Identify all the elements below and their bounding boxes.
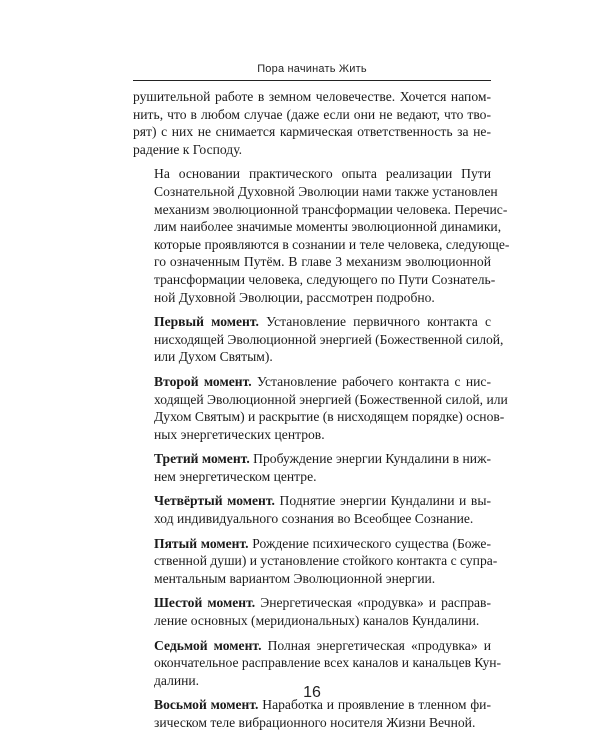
text-line: нем энергетическом центре. bbox=[154, 468, 317, 484]
text-line: механизм эволюционной трансформации человека. Перечис- bbox=[154, 201, 508, 217]
text-line: лим наиболее значимые моменты эволюционной динамики, bbox=[154, 219, 502, 235]
moment-paragraph-6 bbox=[133, 594, 491, 629]
moment-heading: Первый момент. bbox=[154, 314, 259, 330]
text-line: которые проявляются в сознании и теле человека, следующе- bbox=[154, 236, 510, 252]
text-line: ходящей Эволюционной энергией (Божественной силой, или bbox=[154, 391, 508, 407]
moment-heading: Четвёртый момент. bbox=[154, 493, 275, 509]
paragraph-continuation bbox=[133, 88, 491, 158]
text-line: трансформации человека, следующего по Пути Сознатель- bbox=[154, 271, 496, 287]
moment-heading: Восьмой момент. bbox=[154, 697, 259, 713]
moment-paragraph-3 bbox=[133, 450, 491, 485]
text-line bbox=[133, 535, 491, 553]
text-line: Сознательной Духовной Эволюции нами также установлен bbox=[154, 183, 498, 199]
text-line: рят) с них не снимается кармическая ответственность за не- bbox=[133, 124, 491, 140]
text-line: далини. bbox=[154, 672, 200, 688]
text-line bbox=[133, 373, 491, 391]
text-segment: Наработка и проявление в тленном фи- bbox=[262, 697, 491, 713]
text-line bbox=[133, 637, 491, 655]
moment-paragraph-1 bbox=[133, 313, 504, 366]
text-line: нить, что в любом случае (даже если они не ведают, что тво- bbox=[133, 106, 491, 122]
text-line: ход индивидуального сознания во Всеобщее Сознание. bbox=[154, 511, 474, 527]
text-segment: Установление первичного контакта с bbox=[266, 314, 491, 330]
text-line: рушительной работе в земном человечестве. Хочется напом- bbox=[133, 89, 491, 104]
text-line: ных энергетических центров. bbox=[154, 426, 325, 442]
running-head: Пора начинать Жить bbox=[257, 63, 367, 75]
text-segment: Рождение психического существа (Боже- bbox=[252, 535, 491, 551]
moment-heading: Шестой момент. bbox=[154, 595, 256, 611]
text-line bbox=[133, 492, 491, 510]
page-number: 16 bbox=[303, 684, 321, 701]
moment-paragraph-5 bbox=[133, 535, 498, 588]
text-line: нисходящей Эволюционной энергией (Божественной силой, bbox=[154, 331, 504, 347]
text-line: го означенным Путём. В главе 3 механизм эволюционной bbox=[154, 254, 491, 270]
text-line: На основании практического опыта реализации Пути bbox=[154, 166, 491, 182]
moment-paragraph-2 bbox=[133, 373, 508, 443]
moment-heading: Третий момент. bbox=[154, 451, 250, 467]
moment-heading: Пятый момент. bbox=[154, 535, 249, 551]
text-line: окончательное расправление всех каналов и канальцев Кун- bbox=[154, 655, 502, 671]
text-line: ление основных (меридиональных) каналов Кундалини. bbox=[154, 613, 480, 629]
text-line: Духом Святым) и раскрытие (в нисходящем порядке) основ- bbox=[154, 409, 505, 425]
text-segment: Полная энергетическая «продувка» и bbox=[267, 637, 491, 653]
moment-paragraph-4 bbox=[133, 492, 491, 527]
moment-heading: Седьмой момент. bbox=[154, 637, 262, 653]
moment-paragraph-7 bbox=[133, 637, 502, 690]
text-segment: Пробуждение энергии Кундалини в ниж- bbox=[253, 451, 491, 467]
text-line bbox=[133, 594, 491, 612]
text-line: радение к Господу. bbox=[133, 141, 243, 157]
text-line bbox=[133, 313, 491, 331]
paragraph-mechanism bbox=[133, 165, 510, 306]
text-line: зическом теле вибрационного носителя Жизни Вечной. bbox=[154, 715, 476, 730]
moment-heading: Второй момент. bbox=[154, 373, 252, 389]
text-segment: Поднятие энергии Кундалини и вы- bbox=[279, 493, 491, 509]
text-line bbox=[133, 450, 491, 468]
text-line: ментальным вариантом Эволюционной энергии. bbox=[154, 570, 436, 586]
header-rule bbox=[133, 80, 491, 81]
body-text bbox=[133, 88, 510, 739]
text-segment: Энергетическая «продувка» и расправ- bbox=[260, 595, 491, 611]
text-line: ной Духовной Эволюции, рассмотрен подробно. bbox=[154, 289, 435, 305]
text-segment: Установление рабочего контакта с нис- bbox=[256, 373, 491, 389]
text-line: или Духом Святым). bbox=[154, 349, 273, 365]
text-line: ственной души) и установление стойкого контакта с супра- bbox=[154, 553, 498, 569]
